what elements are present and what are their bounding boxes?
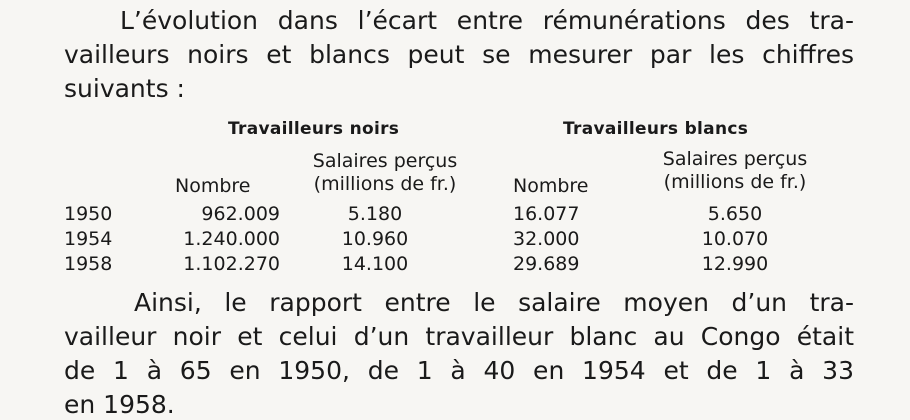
header-blancs-salaires-2: (millions de fr.) xyxy=(663,171,807,193)
group-title-blancs: Travailleurs blancs xyxy=(563,119,749,139)
header-blancs-salaires-1: Salaires perçus xyxy=(662,148,808,170)
cell-blancs-nombre: 32.000 xyxy=(513,228,580,250)
header-blancs-nombre: Nombre xyxy=(513,175,589,197)
intro-paragraph xyxy=(64,4,854,106)
cell-blancs-nombre: 16.077 xyxy=(513,203,580,225)
cell-blancs-salaires: 5.650 xyxy=(707,203,763,225)
row-year: 1958 xyxy=(64,253,113,275)
outro-line-3: de 1 à 65 en 1950, de 1 à 40 en 1954 et de 1 à 33 xyxy=(64,356,854,385)
cell-noirs-nombre: 1.240.000 xyxy=(183,228,280,250)
outro-line-4: en 1958. xyxy=(64,390,175,419)
cell-noirs-salaires: 5.180 xyxy=(347,203,403,225)
cell-noirs-salaires: 14.100 xyxy=(341,253,409,275)
cell-blancs-salaires: 10.070 xyxy=(701,228,769,250)
header-noirs-nombre: Nombre xyxy=(175,175,251,197)
intro-line-1: L’évolution dans l’écart entre rémunérations des tra- xyxy=(120,6,854,35)
outro-line-1: Ainsi, le rapport entre le salaire moyen d’un tra- xyxy=(134,288,854,317)
row-year: 1950 xyxy=(64,203,113,225)
cell-noirs-salaires: 10.960 xyxy=(341,228,409,250)
cell-noirs-nombre: 962.009 xyxy=(201,203,280,225)
cell-blancs-salaires: 12.990 xyxy=(701,253,769,275)
intro-line-2: vailleurs noirs et blancs peut se mesurer par les chiffres xyxy=(64,40,854,69)
intro-line-3: suivants : xyxy=(64,74,185,103)
conclusion-paragraph xyxy=(64,286,854,420)
row-year: 1954 xyxy=(64,228,113,250)
header-noirs-salaires-1: Salaires perçus xyxy=(312,150,458,172)
outro-line-2: vailleur noir et celui d’un travailleur blanc au Congo était xyxy=(64,322,854,351)
cell-noirs-nombre: 1.102.270 xyxy=(183,253,280,275)
cell-blancs-nombre: 29.689 xyxy=(513,253,580,275)
header-noirs-salaires-2: (millions de fr.) xyxy=(313,173,457,195)
group-title-noirs: Travailleurs noirs xyxy=(228,119,400,139)
